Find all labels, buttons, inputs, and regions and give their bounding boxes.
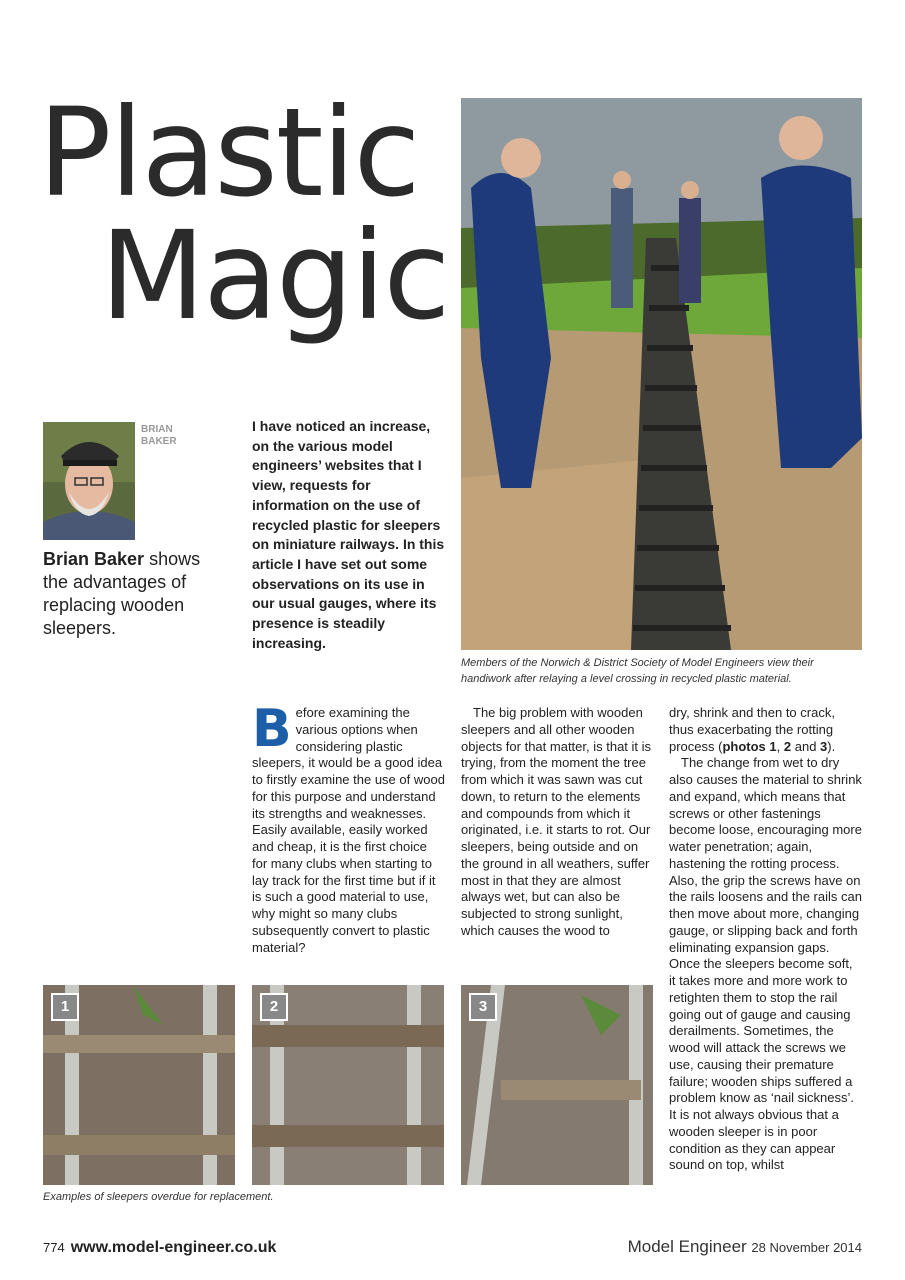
- main-photo: [461, 98, 862, 650]
- footer-right: [628, 1237, 862, 1257]
- dropcap: B: [252, 699, 292, 759]
- sleeper-photo-2: [252, 985, 444, 1185]
- author-portrait: [43, 422, 135, 540]
- byline-name: BRIAN BAKER: [141, 424, 177, 447]
- intro-paragraph: I have noticed an increase, on the various model engineers’ websites that I view, requests for information on the use of recycled plastic for sleepers on miniature railways. In this article I have set out some observations on its use in our usual gauges, where its presence is steadily increasing.: [252, 418, 445, 651]
- standfirst: [43, 548, 203, 640]
- photo-badge-1: 1: [51, 993, 79, 1021]
- title-line-1: Plastic: [38, 82, 419, 224]
- photo-badge-3: 3: [469, 993, 497, 1021]
- standfirst-author: Brian Baker: [43, 549, 145, 569]
- magazine-name: Model Engineer: [627, 1237, 747, 1256]
- issue-date: 28 November 2014: [751, 1240, 862, 1255]
- body-column-2: The big problem with wooden sleepers and all other wooden objects for that matter, is that it is trying, from the moment the tree from which it was sawn was cut down, to return to the elements and compounds from which it originated, i.e. it starts to rot. Our sleepers, being outside and on the ground in all weathers, suffer most in that they are almost always wet, but can also be subjected to strong sunlight, which causes the wood to: [461, 705, 652, 938]
- photo-badge-2: 2: [260, 993, 288, 1021]
- footer-url[interactable]: www.model-engineer.co.uk: [70, 1239, 277, 1256]
- page-number: 774: [43, 1240, 65, 1255]
- footer-left: [43, 1239, 276, 1257]
- body-column-1: Before examining the various options when considering plastic sleepers, it would be a good idea to firstly examine the use of wood for this purpose and understand its strengths and weaknesses. Easily available, easily worked and cheap, it is the first choice for many clubs when starting to lay track for the first time but if it is such a good material to use, why might so many clubs subsequently convert to plastic material?: [252, 699, 445, 955]
- sleeper-photo-3: [461, 985, 653, 1185]
- sleeper-photo-1: [43, 985, 235, 1185]
- title-line-2: Magic: [100, 205, 449, 347]
- main-photo-caption: Members of the Norwich & District Society of Model Engineers view their handiwork after relaying a level crossing in recycled plastic material.: [461, 657, 814, 685]
- standfirst-text: shows the advantages of replacing wooden sleepers.: [43, 549, 201, 638]
- body-column-3: dry, shrink and then to crack, thus exacerbating the rotting process (photos 1, 2 and 3). The change from wet to dry also causes the material to shrink and expand, which means that screws or other fastenings become loose, encouraging more water penetration; again, hastening the rotting process. Also, the grip the screws have on the rails loosens and the rails can then move about more, changing gauge, or slipping back and forth eliminating expansion gaps. Once the sleepers become soft, it takes more and more work to retighten them to stop the rail going out of gauge and causing derailments. Sometimes, the wood will attack the screws we use, causing their premature failure; wooden ships suffered a problem know as ‘nail sickness’. It is not always obvious that a wooden sleeper is in poor condition as they can appear sound on top, whilst: [669, 705, 862, 1173]
- thumbnails-caption: Examples of sleepers overdue for replacement.: [43, 1191, 274, 1203]
